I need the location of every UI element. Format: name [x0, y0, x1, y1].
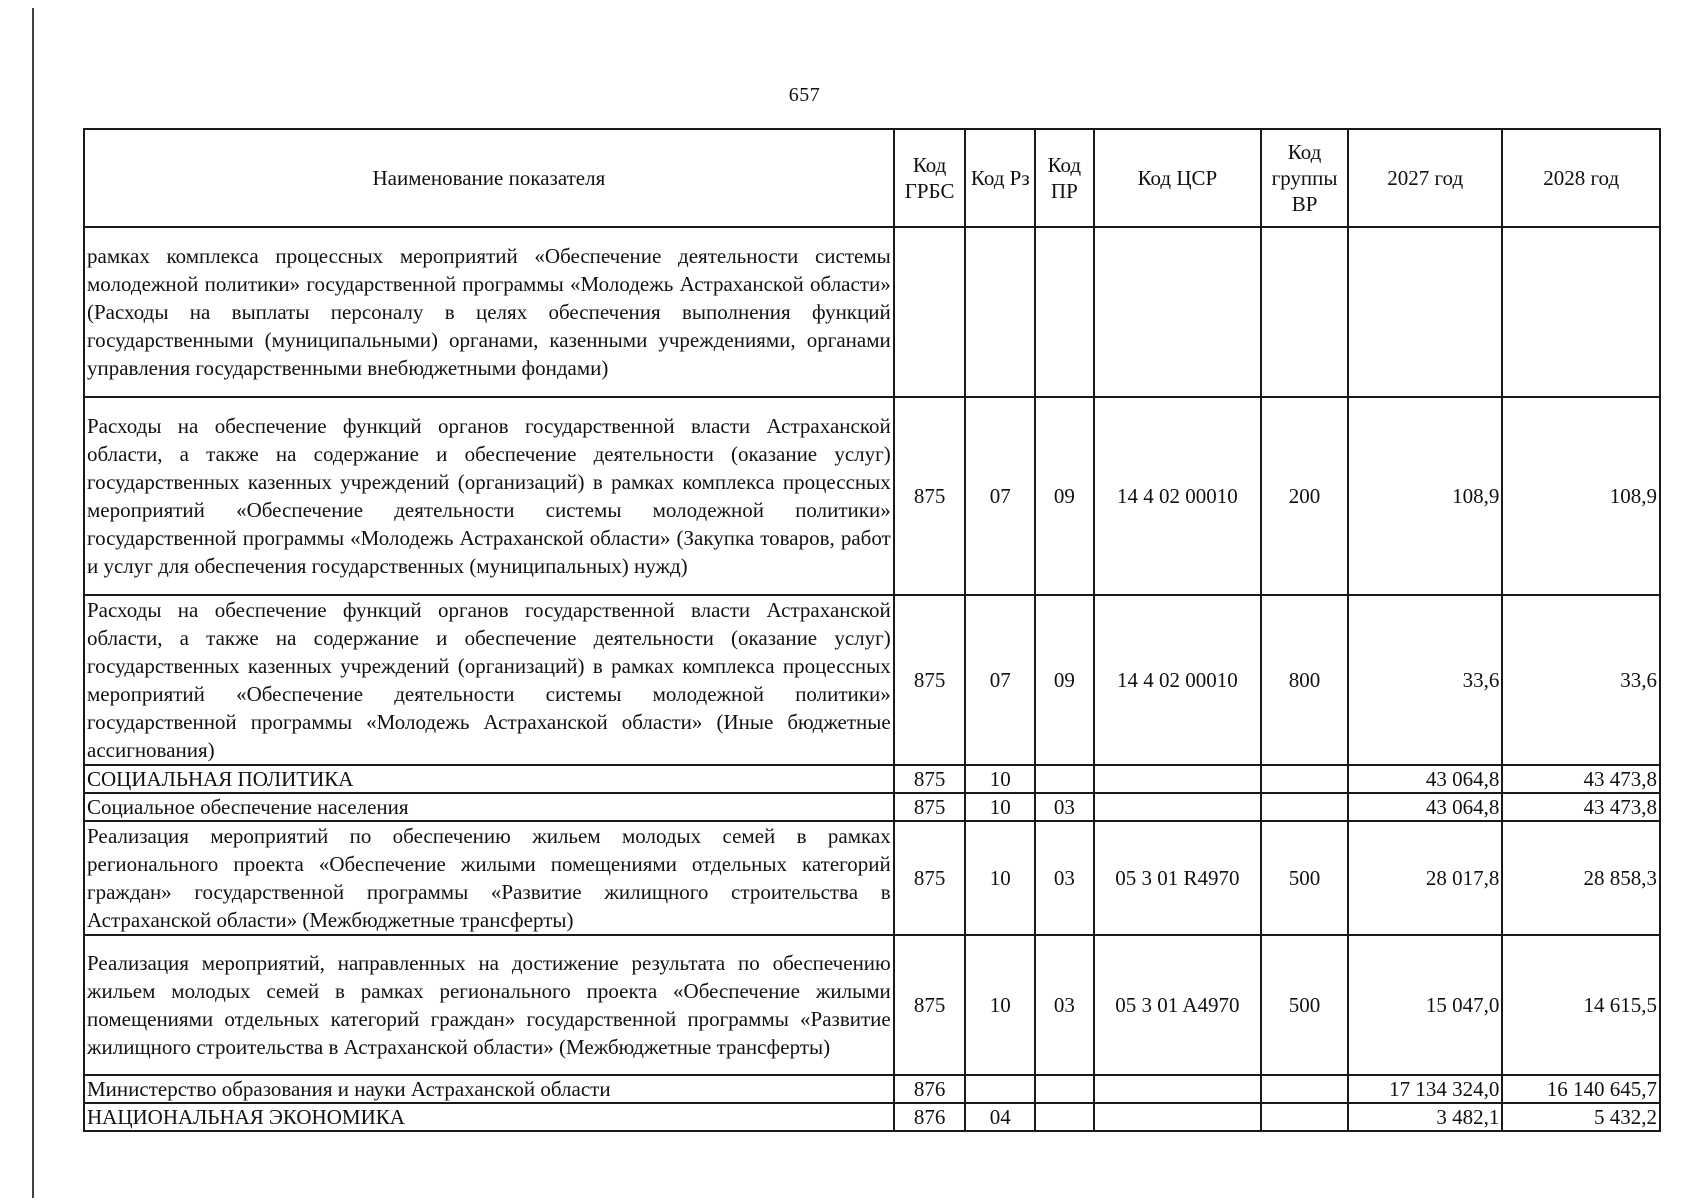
- row-grbs: 875: [894, 793, 966, 821]
- row-2028: 5 432,2: [1502, 1103, 1660, 1131]
- page-number: [0, 84, 1697, 107]
- row-rz: [965, 227, 1035, 397]
- row-pr: [1035, 765, 1094, 793]
- row-rz: 10: [965, 821, 1035, 935]
- row-rz: 10: [965, 793, 1035, 821]
- header-name: Наименование показателя: [84, 129, 894, 227]
- row-pr: 03: [1035, 935, 1094, 1075]
- row-name: Реализация мероприятий, направленных на достижение результата по обеспечению жильем молодых семей в рамках регионального проекта «Обеспечение жилыми помещениями отдельных категорий граждан» государственной программы «Развитие жилищного строительства в Астраханской области» (Межбюджетные трансферты): [84, 935, 894, 1075]
- row-vr: [1261, 1103, 1348, 1131]
- row-csr: [1094, 227, 1261, 397]
- row-csr: 14 4 02 00010: [1094, 397, 1261, 595]
- row-2027: 108,9: [1348, 397, 1502, 595]
- row-2028: [1502, 227, 1660, 397]
- row-2028: 43 473,8: [1502, 765, 1660, 793]
- row-pr: [1035, 227, 1094, 397]
- row-vr: 200: [1261, 397, 1348, 595]
- table-row: [84, 595, 1660, 765]
- left-margin-rule: [32, 8, 34, 1198]
- row-2027: 33,6: [1348, 595, 1502, 765]
- row-csr: [1094, 1103, 1261, 1131]
- row-2027: 43 064,8: [1348, 793, 1502, 821]
- row-pr: 03: [1035, 793, 1094, 821]
- row-2027: 17 134 324,0: [1348, 1075, 1502, 1103]
- table-row: [84, 821, 1660, 935]
- row-rz: [965, 1075, 1035, 1103]
- table-row: [84, 227, 1660, 397]
- row-vr: [1261, 1075, 1348, 1103]
- table-row: [84, 397, 1660, 595]
- header-rz: Код Рз: [965, 129, 1035, 227]
- row-vr: 500: [1261, 935, 1348, 1075]
- row-vr: [1261, 227, 1348, 397]
- header-pr: Код ПР: [1035, 129, 1094, 227]
- row-pr: 09: [1035, 595, 1094, 765]
- row-2027: 43 064,8: [1348, 765, 1502, 793]
- row-name: СОЦИАЛЬНАЯ ПОЛИТИКА: [84, 765, 894, 793]
- table-row: [84, 935, 1660, 1075]
- header-row: [84, 129, 1660, 227]
- table-row: [84, 765, 1660, 793]
- table-row: [84, 1075, 1660, 1103]
- row-name: НАЦИОНАЛЬНАЯ ЭКОНОМИКА: [84, 1103, 894, 1131]
- row-grbs: 875: [894, 765, 966, 793]
- row-rz: 04: [965, 1103, 1035, 1131]
- row-csr: 05 3 01 A4970: [1094, 935, 1261, 1075]
- table-row: [84, 793, 1660, 821]
- row-grbs: [894, 227, 966, 397]
- row-2027: [1348, 227, 1502, 397]
- row-vr: 800: [1261, 595, 1348, 765]
- table-header: [84, 129, 1660, 227]
- row-name: Реализация мероприятий по обеспечению жильем молодых семей в рамках регионального проекта «Обеспечение жилыми помещениями отдельных категорий граждан» государственной программы «Развитие жилищного строительства в Астраханской области» (Межбюджетные трансферты): [84, 821, 894, 935]
- row-grbs: 876: [894, 1103, 966, 1131]
- row-grbs: 875: [894, 595, 966, 765]
- budget-table: [83, 128, 1661, 1132]
- row-pr: [1035, 1103, 1094, 1131]
- row-2028: 14 615,5: [1502, 935, 1660, 1075]
- row-rz: 10: [965, 765, 1035, 793]
- table-body: [84, 227, 1660, 1131]
- row-vr: 500: [1261, 821, 1348, 935]
- row-grbs: 875: [894, 397, 966, 595]
- row-grbs: 876: [894, 1075, 966, 1103]
- row-vr: [1261, 793, 1348, 821]
- row-name: Расходы на обеспечение функций органов государственной власти Астраханской области, а также на содержание и обеспечение деятельности (оказание услуг) государственных казенных учреждений (организаций) в рамках комплекса процессных мероприятий «Обеспечение деятельности системы молодежной политики» государственной программы «Молодежь Астраханской области» (Иные бюджетные ассигнования): [84, 595, 894, 765]
- row-2028: 28 858,3: [1502, 821, 1660, 935]
- table-row: [84, 1103, 1660, 1131]
- row-2027: 3 482,1: [1348, 1103, 1502, 1131]
- header-vr: Код группы ВР: [1261, 129, 1348, 227]
- header-2028: 2028 год: [1502, 129, 1660, 227]
- row-rz: 07: [965, 397, 1035, 595]
- header-csr: Код ЦСР: [1094, 129, 1261, 227]
- row-csr: 05 3 01 R4970: [1094, 821, 1261, 935]
- row-2028: 16 140 645,7: [1502, 1075, 1660, 1103]
- header-2027: 2027 год: [1348, 129, 1502, 227]
- row-2027: 28 017,8: [1348, 821, 1502, 935]
- row-csr: [1094, 765, 1261, 793]
- row-2027: 15 047,0: [1348, 935, 1502, 1075]
- row-vr: [1261, 765, 1348, 793]
- page-number-text: 657: [788, 84, 821, 106]
- row-2028: 43 473,8: [1502, 793, 1660, 821]
- row-rz: 07: [965, 595, 1035, 765]
- row-csr: 14 4 02 00010: [1094, 595, 1261, 765]
- header-grbs: Код ГРБС: [894, 129, 966, 227]
- row-2028: 33,6: [1502, 595, 1660, 765]
- row-grbs: 875: [894, 935, 966, 1075]
- row-csr: [1094, 1075, 1261, 1103]
- row-pr: 03: [1035, 821, 1094, 935]
- row-name: Социальное обеспечение населения: [84, 793, 894, 821]
- row-pr: 09: [1035, 397, 1094, 595]
- row-name: Министерство образования и науки Астраханской области: [84, 1075, 894, 1103]
- row-rz: 10: [965, 935, 1035, 1075]
- row-name: Расходы на обеспечение функций органов государственной власти Астраханской области, а также на содержание и обеспечение деятельности (оказание услуг) государственных казенных учреждений (организаций) в рамках комплекса процессных мероприятий «Обеспечение деятельности системы молодежной политики» государственной программы «Молодежь Астраханской области» (Закупка товаров, работ и услуг для обеспечения государственных (муниципальных) нужд): [84, 397, 894, 595]
- row-pr: [1035, 1075, 1094, 1103]
- row-grbs: 875: [894, 821, 966, 935]
- row-2028: 108,9: [1502, 397, 1660, 595]
- row-name: рамках комплекса процессных мероприятий «Обеспечение деятельности системы молодежной политики» государственной программы «Молодежь Астраханской области» (Расходы на выплаты персоналу в целях обеспечения выполнения функций государственными (муниципальными) органами, казенными учреждениями, органами управления государственными внебюджетными фондами): [84, 227, 894, 397]
- row-csr: [1094, 793, 1261, 821]
